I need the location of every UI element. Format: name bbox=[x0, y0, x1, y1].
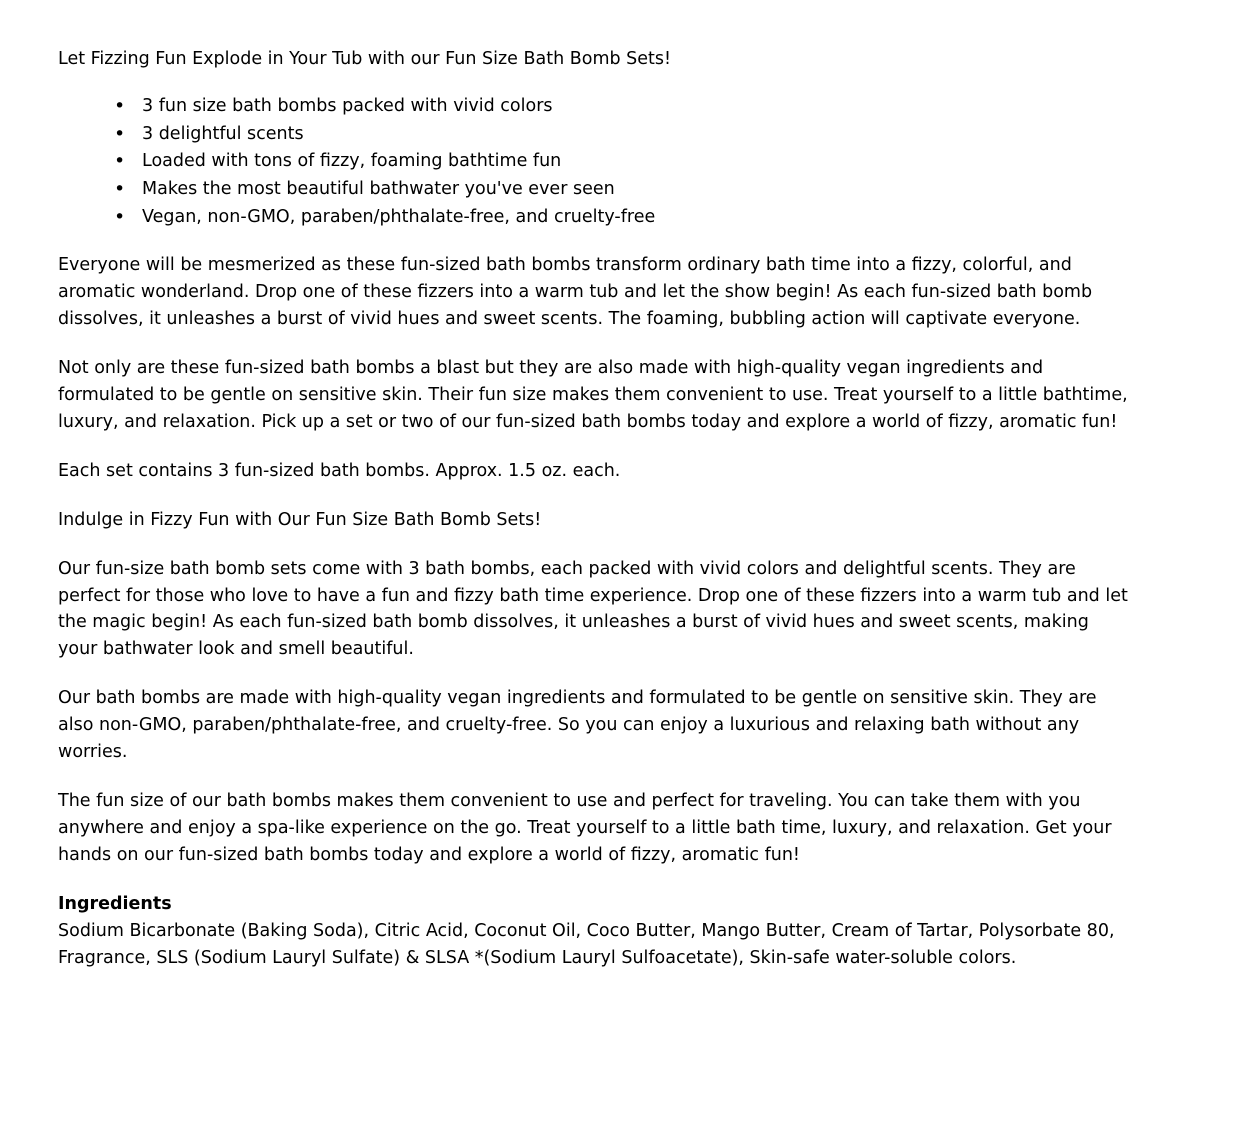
paragraph-description-1: Everyone will be mesmerized as these fun-sized bath bombs transform ordinary bath time into a fizzy, colorful, and aromatic wonderland. Drop one of these fizzers into a warm tub and let the show begin! As each fun-sized bath bomb dissolves, it unleashes a burst of vivid hues and sweet scents. The foaming, bubbling action will captivate everyone. bbox=[58, 255, 1093, 329]
ingredients-title: Ingredients bbox=[58, 893, 172, 914]
list-item: • 3 fun size bath bombs packed with vivid colors bbox=[114, 93, 1138, 120]
paragraph-description-3: Our fun-size bath bomb sets come with 3 bath bombs, each packed with vivid colors and delightful scents. They are perfect for those who love to have a fun and fizzy bath time experience. Drop one of these fizzers into a warm tub and let the magic begin! As each fun-sized bath bomb dissolves, it unleashes a burst of vivid hues and sweet scents, making your bathwater look and smell beautiful. bbox=[58, 558, 1128, 660]
paragraph-description-2: Not only are these fun-sized bath bombs a blast but they are also made with high-quality vegan ingredients and formulated to be gentle on sensitive skin. Their fun size makes them convenient to use. Treat yourself to a little bathtime, luxury, and relaxation. Pick up a set or two of our fun-sized bath bombs today and explore a world of fizzy, aromatic fun! bbox=[58, 357, 1128, 432]
feature-list bbox=[58, 93, 1138, 230]
paragraph-description-5: The fun size of our bath bombs makes them convenient to use and perfect for traveling. You can take them with you anywhere and enjoy a spa-like experience on the go. Treat yourself to a little bath time, luxury, and relaxation. Get your hands on our fun-sized bath bombs today and explore a world of fizzy, aromatic fun! bbox=[58, 791, 1112, 866]
page-title: Let Fizzing Fun Explode in Your Tub with our Fun Size Bath Bomb Sets! bbox=[58, 49, 672, 69]
list-item: • 3 delightful scents bbox=[114, 121, 1138, 148]
list-item: • Makes the most beautiful bathwater you've ever seen bbox=[114, 176, 1138, 203]
ingredients-body: Sodium Bicarbonate (Baking Soda), Citric Acid, Coconut Oil, Coco Butter, Mango Butter, Cream of Tartar, Polysorbate 80, Fragrance, SLS (Sodium Lauryl Sulfate) & SLSA *(Sodium Lauryl Sulfoacetate), Skin-safe water-soluble colors. bbox=[58, 920, 1115, 968]
paragraph-description-4: Our bath bombs are made with high-quality vegan ingredients and formulated to be gentle on sensitive skin. They are also non-GMO, paraben/phthalate-free, and cruelty-free. So you can enjoy a luxurious and relaxing bath without any worries. bbox=[58, 688, 1097, 763]
list-item: • Loaded with tons of fizzy, foaming bathtime fun bbox=[114, 148, 1138, 175]
paragraph-subheading: Indulge in Fizzy Fun with Our Fun Size Bath Bomb Sets! bbox=[58, 509, 542, 530]
paragraph-set-contents: Each set contains 3 fun-sized bath bombs. Approx. 1.5 oz. each. bbox=[58, 460, 621, 481]
list-item: • Vegan, non-GMO, paraben/phthalate-free, and cruelty-free bbox=[114, 204, 1138, 231]
